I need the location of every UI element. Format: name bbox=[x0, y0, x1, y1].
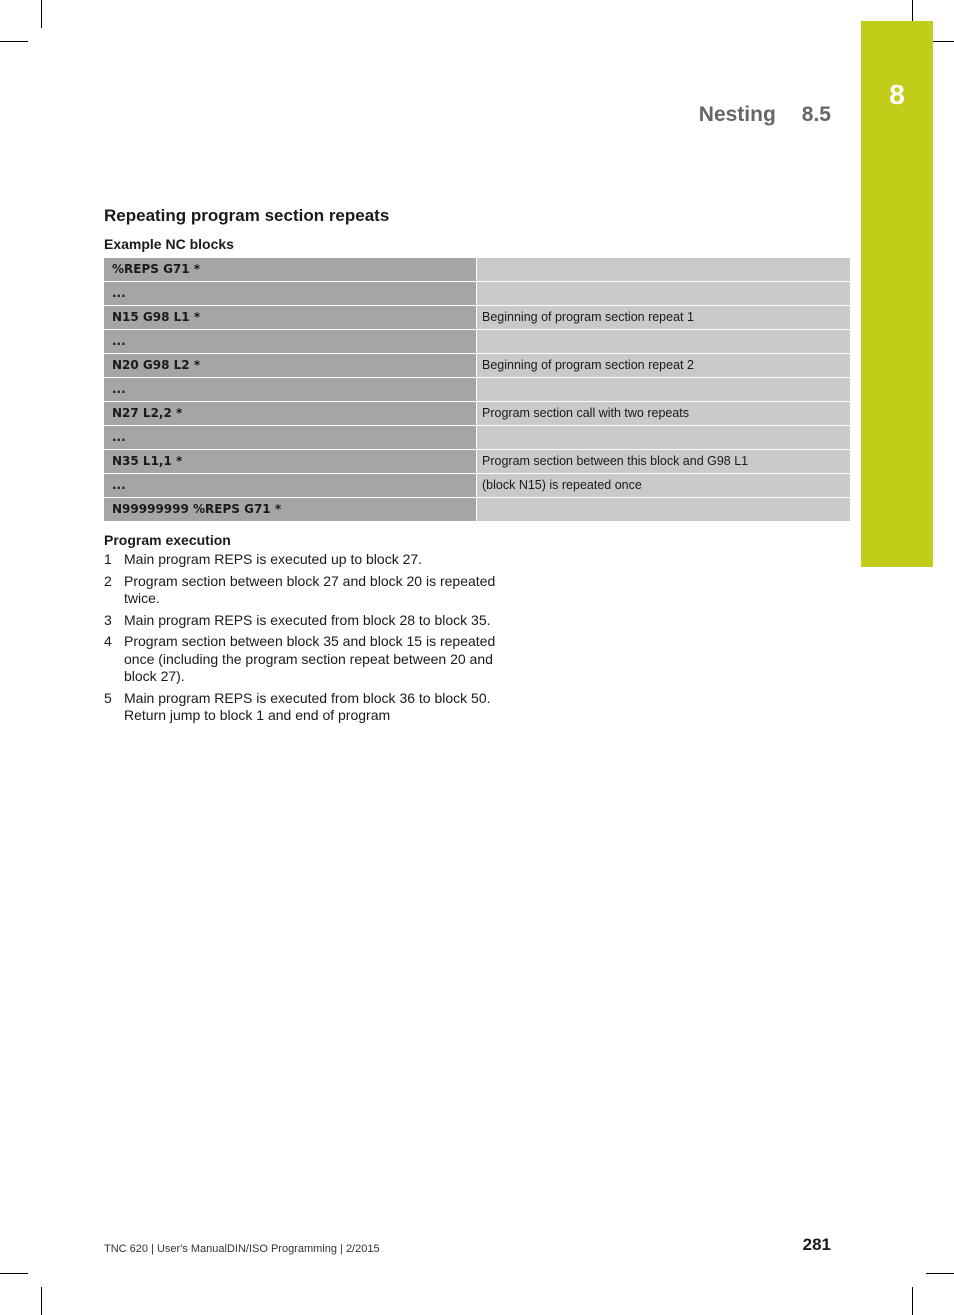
list-item bbox=[104, 690, 524, 725]
table-row bbox=[104, 258, 850, 281]
nc-description-cell: (block N15) is repeated once bbox=[477, 474, 850, 497]
nc-code-cell: ... bbox=[104, 282, 476, 305]
running-head bbox=[699, 103, 831, 127]
list-item bbox=[104, 573, 524, 608]
section-heading: Repeating program section repeats bbox=[104, 206, 390, 225]
nc-description-cell bbox=[477, 378, 850, 401]
list-item bbox=[104, 551, 524, 569]
execution-steps-list bbox=[104, 551, 524, 729]
table-row bbox=[104, 402, 850, 425]
chapter-number: 8 bbox=[889, 79, 905, 110]
crop-mark bbox=[41, 0, 42, 28]
step-number: 3 bbox=[104, 611, 112, 628]
crop-mark bbox=[912, 1287, 913, 1315]
table-row bbox=[104, 450, 850, 473]
running-head-section-number: 8.5 bbox=[801, 103, 831, 126]
crop-mark bbox=[926, 1273, 954, 1274]
nc-code-cell: N35 L1,1 * bbox=[104, 450, 476, 473]
nc-description-cell bbox=[477, 258, 850, 281]
list-item bbox=[104, 612, 524, 630]
table-row bbox=[104, 330, 850, 353]
nc-code-cell: ... bbox=[104, 378, 476, 401]
step-number: 4 bbox=[104, 633, 112, 649]
list-item bbox=[104, 633, 524, 686]
table-row bbox=[104, 306, 850, 329]
footer-text: TNC 620 | User's ManualDIN/ISO Programming | 2/2015 bbox=[104, 1243, 380, 1255]
execution-heading: Program execution bbox=[104, 532, 231, 548]
step-number: 5 bbox=[104, 689, 112, 706]
nc-description-cell bbox=[477, 498, 850, 521]
step-text: Program section between block 27 and block 20 is repeated twice. bbox=[124, 572, 496, 606]
step-text: Main program REPS is executed up to block 27. bbox=[124, 551, 423, 567]
nc-code-cell: N15 G98 L1 * bbox=[104, 306, 476, 329]
nc-code-cell: N27 L2,2 * bbox=[104, 402, 476, 425]
nc-description-cell bbox=[477, 426, 850, 449]
nc-code-cell: %REPS G71 * bbox=[104, 258, 476, 281]
nc-code-cell: N20 G98 L2 * bbox=[104, 354, 476, 377]
nc-description-cell: Program section call with two repeats bbox=[477, 402, 850, 425]
nc-code-cell: ... bbox=[104, 474, 476, 497]
table-row bbox=[104, 354, 850, 377]
nc-description-cell bbox=[477, 282, 850, 305]
nc-code-cell: ... bbox=[104, 330, 476, 353]
crop-mark bbox=[0, 1273, 28, 1274]
chapter-tab bbox=[861, 21, 933, 567]
nc-description-cell: Beginning of program section repeat 2 bbox=[477, 354, 850, 377]
step-text: Program section between block 35 and block 15 is repeated once (including the program section repeat between 20 and block 27). bbox=[124, 633, 496, 684]
page-number: 281 bbox=[802, 1235, 831, 1254]
step-text: Main program REPS is executed from block 36 to block 50. Return jump to block 1 and end of program bbox=[124, 689, 491, 723]
table-row bbox=[104, 474, 850, 497]
example-heading: Example NC blocks bbox=[104, 236, 234, 252]
step-text: Main program REPS is executed from block 28 to block 35. bbox=[124, 611, 491, 628]
step-number: 2 bbox=[104, 572, 112, 589]
table-row bbox=[104, 498, 850, 521]
nc-blocks-table bbox=[104, 258, 850, 522]
crop-mark bbox=[41, 1287, 42, 1315]
step-number: 1 bbox=[104, 551, 112, 567]
nc-description-cell: Program section between this block and G98 L1 bbox=[477, 450, 850, 473]
table-row bbox=[104, 282, 850, 305]
nc-description-cell: Beginning of program section repeat 1 bbox=[477, 306, 850, 329]
nc-code-cell: ... bbox=[104, 426, 476, 449]
crop-mark bbox=[0, 41, 28, 42]
nc-code-cell: N99999999 %REPS G71 * bbox=[104, 498, 476, 521]
table-row bbox=[104, 426, 850, 449]
running-head-title: Nesting bbox=[698, 103, 776, 126]
table-row bbox=[104, 378, 850, 401]
nc-description-cell bbox=[477, 330, 850, 353]
